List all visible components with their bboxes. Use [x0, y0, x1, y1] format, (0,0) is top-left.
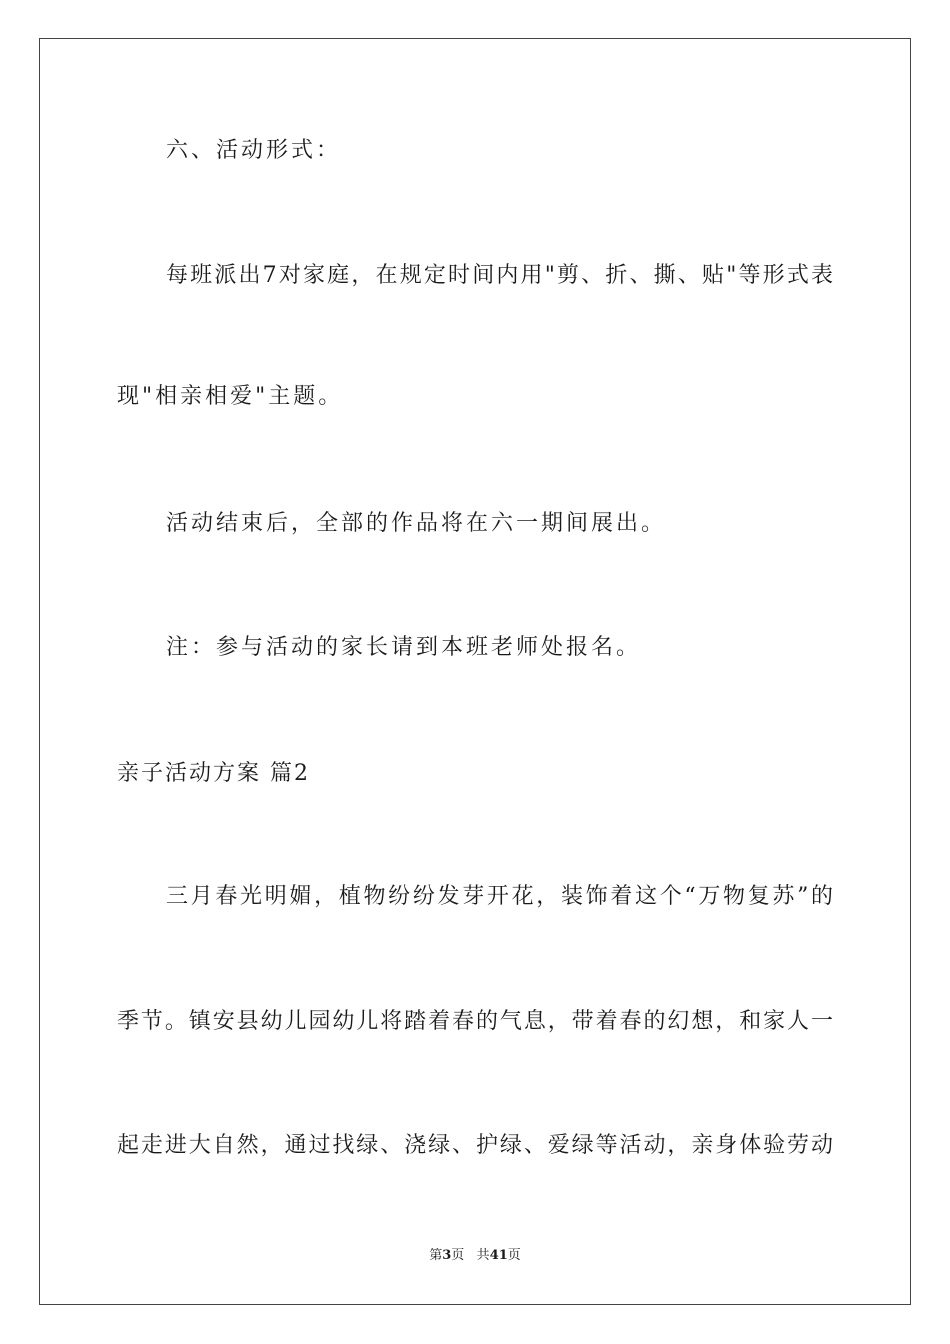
paragraph-line: 现"相亲相爱"主题。 — [117, 384, 344, 409]
section-heading-activity-form: 六、活动形式： — [166, 138, 342, 163]
footer-page-prefix: 第 — [429, 1248, 443, 1263]
paragraph-line: 每班派出7对家庭，在规定时间内用"剪、折、撕、贴"等形式表 — [166, 263, 833, 288]
paragraph-line: 季节。镇安县幼儿园幼儿将踏着春的气息，带着春的幻想，和家人一 — [117, 1009, 833, 1034]
footer-total-suffix: 页 — [507, 1248, 521, 1263]
paragraph-line: 起走进大自然，通过找绿、浇绿、护绿、爱绿等活动，亲身体验劳动 — [117, 1133, 833, 1158]
footer-total-prefix: 共 — [476, 1248, 490, 1263]
paragraph-note: 注：参与活动的家长请到本班老师处报名。 — [166, 635, 642, 660]
section-title: 亲子活动方案 篇2 — [117, 761, 310, 786]
page-border — [39, 38, 911, 1305]
paragraph-line: 三月春光明媚，植物纷纷发芽开花，装饰着这个“万物复苏”的 — [166, 884, 833, 909]
page-footer — [0, 1247, 950, 1265]
footer-page-number: 3 — [442, 1248, 452, 1263]
footer-total-pages: 41 — [489, 1248, 508, 1263]
paragraph-line: 活动结束后，全部的作品将在六一期间展出。 — [166, 511, 667, 536]
footer-page-suffix: 页 — [451, 1248, 465, 1263]
